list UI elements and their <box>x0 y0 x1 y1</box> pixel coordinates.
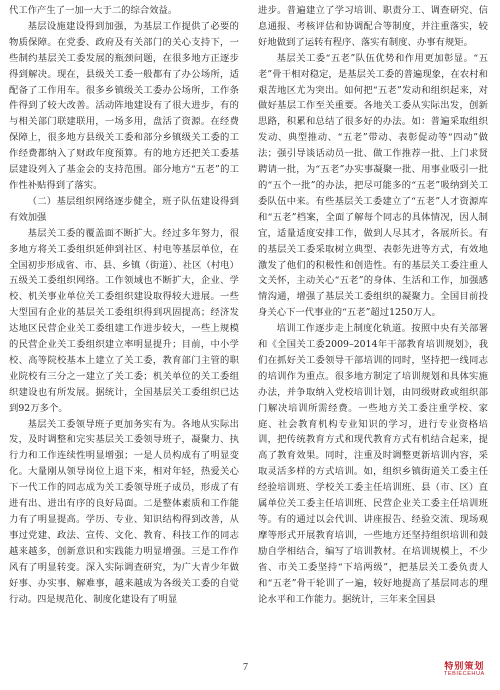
paragraph: 基层关工委领导班子更加务实有为。各地从实际出发，及时调整和完实基层关工委领导班子，凝聚力、执行力和工作连续性明显增强；一是人员构成有了明显变化。大量刚从领导岗位上退下来，相对年轻，热爱关心下一代工作的同志成为关工委领导班子成员，形成了有进有出、进出有序的良好局面。二是整体素质和工作能力有了明显提高。学历、专业、知识结构得到改善，从事过党建、政法、宣传、文化、教育、科技工作的同志越来越多，创新意识和实践能力明显增强。三是工作作风有了明显转变。深入实际调查研究，为广大青少年做好事、办实事、解难事，越来越成为各级关工委的自觉行动。四是规范化、制度化建设有了明显 <box>9 418 239 605</box>
section-brand <box>444 663 485 678</box>
page-number: 7 <box>243 662 248 673</box>
brand-title: 特别策划 <box>444 662 485 672</box>
right-column <box>258 3 488 607</box>
left-column <box>9 3 239 607</box>
paragraph: 进步。普遍建立了学习培训、职责分工、调查研究、信息通报、考核评估和协调配合等制度，并注重落实，较好地做到了运转有程序、落实有制度、办事有规矩。 <box>258 5 488 48</box>
paragraph: 代工作产生了一加一大于二的综合效益。 <box>9 5 178 16</box>
paragraph: （二）基层组织网络逐步健全，班子队伍建设得到有效加强 <box>9 195 239 223</box>
brand-subtitle: TEBIECEHUA <box>444 671 485 678</box>
paragraph: 基层关工委“五老”队伍优势和作用更加彰显。“五老”骨干相对稳定，是基层关工委的普遍现象，在农村和艰苦地区尤为突出。如何把“五老”发动和组织起来，对做好基层工作至关重要。各地关工委从实际出发，创新思路，积累和总结了很多好的办法。如：普遍采取组织发动、典型推动、“五老”带动、表彰促动等“四动”做法；强引导谈话动员一批、做工作推荐一批、上门求贤聘请一批，为“五老”办实事凝聚一批、用事业吸引一批的“五个一批”的办法，把尽可能多的“五老”吸纳到关工委队伍中来。有些基层关工委建立了“五老”人才资源库和“五老”档案，全面了解每个同志的具体情况，因人制宜，适量适度安排工作，做到人尽其才，各展所长。有的基层关工委采取树立典型、表彰先进等方式，有效地激发了他们的积极性和创造性。有的基层关工委注重人文关怀，主动关心“五老”的身体、生活和工作，加强感情沟通，增强了基层关工委组织的凝聚力。全国目前投身关心下一代事业的“五老”超过1250万人。 <box>258 52 488 319</box>
paragraph: 培训工作逐步走上制度化轨道。按照中央有关部署和《全国关工委2009–2014年干部教育培训规划》，我们在抓好关工委领导干部培训的同时，坚持把一线同志的培训作为重点。很多地方制定了培训规划和具体实施办法，并争取纳入党校培训计划，由同级财政或组织部门解决培训所需经费。一些地方关工委注重学校、家庭、社会教育机构专业知识的学习，进行专业资格培训，把传统教育方式和现代教育方式有机结合起来，提高了教育效果。同时，注重及时调整更新培训内容，采取灵活多样的方式培训。如，组织乡镇街道关工委主任经验培训班、学校关工委主任培训班、县（市、区）直属单位关工委主任培训班、民营企业关工委主任培训班等。有的通过以会代训、讲座报告、经验交流、现场观摩等形式开展教育培训，一些地方还坚持组织培训和鼓励自学相结合，编写了培训教材。在培训规模上，不少省、市关工委坚持“下培两级”，把基层关工委负责人和“五老”骨干轮训了一遍，较好地提高了基层同志的理论水平和工作能力。据统计，三年来全国县 <box>258 323 488 605</box>
paragraph: 基层设施建设得到加强，为基层工作提供了必要的物质保障。在党委、政府及有关部门的关心支持下，一些制约基层关工委发展的瓶颈问题，在很多地方正逐步得到解决。现在，县级关工委一般都有了办公场所，适配备了工作用车。很多乡镇级关工委办公场所，工作条件得到了较大改善。活动阵地建设有了很大进步，有的与相关部门联建联用，一场多用，盘活了资源。在经费保障上，很多地方县级关工委和部分乡镇级关工委的工作经费都纳入了财政年度预算。有的地方还把关工委基层建设列入了基金会的支持范围。部分地方“五老”的工作性补贴得到了落实。 <box>9 20 239 191</box>
paragraph: 基层关工委的覆盖面不断扩大。经过多年努力，很多地方将关工委组织延伸到社区、村电等基层单位，在全国初步形成省、市、县、乡镇（街道）、社区（村电）五级关工委组织网络。工作领域也不断扩大，企业、学校、机关事业单位关工委组织建设取得较大进展。一些大型国有企业的基层关工委组织得到巩固提高；经济发达地区民营企业关工委组建工作进步较大，一些上规模的民营企业关工委组织建立率明显提升；目前，中小学校、高等院校基本上建立了关工委，教育部门主管的职业院校有三分之一建立了关工委；机关单位的关工委组织建设也有所发展。据统计，全国基层关工委组织已达到92万多个。 <box>9 227 239 414</box>
